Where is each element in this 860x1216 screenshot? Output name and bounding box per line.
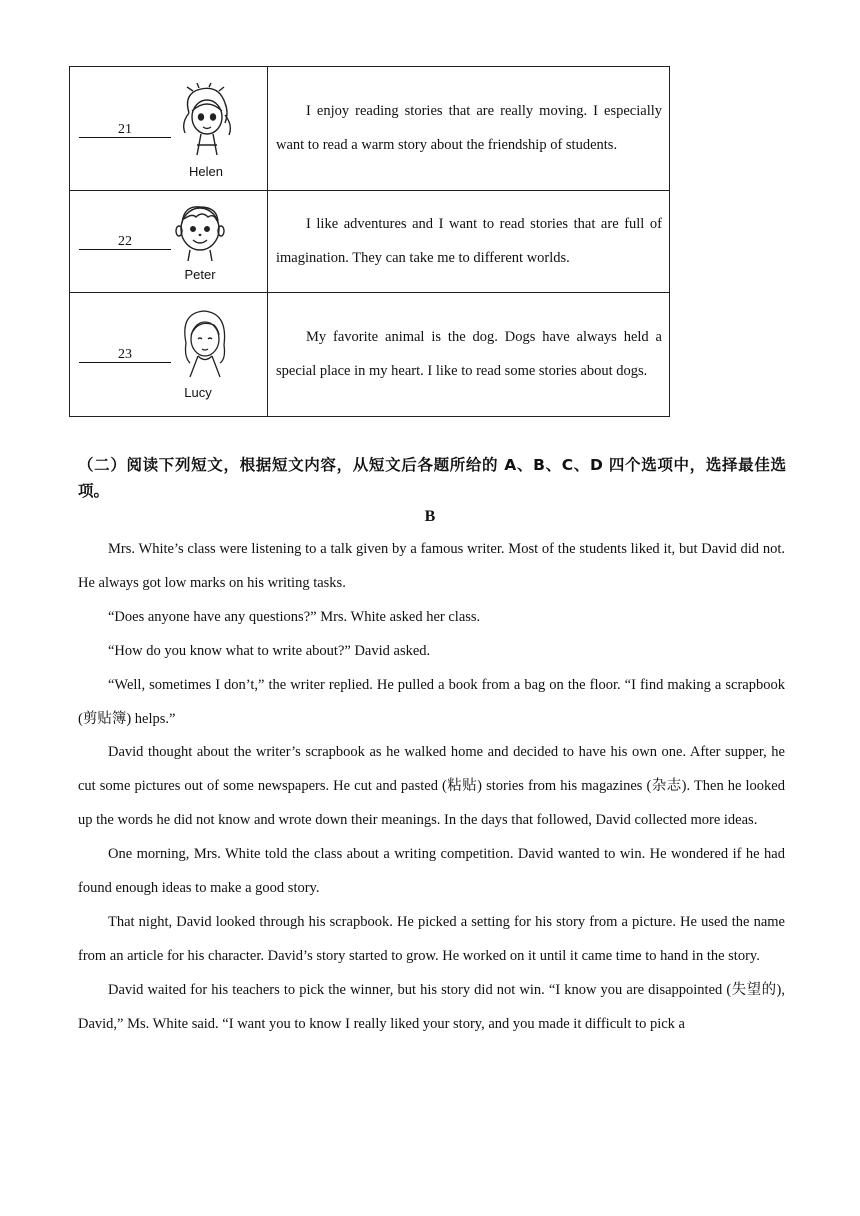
reader-table (69, 66, 670, 417)
answer-blank-23[interactable]: 23 (79, 348, 171, 363)
table-row (70, 191, 670, 293)
passage-paragraph: “Does anyone have any questions?” Mrs. White asked her class. (108, 608, 481, 625)
answer-cell (70, 191, 268, 293)
helen-description: I enjoy reading stories that are really moving. I especially want to read a warm story about the friendship of students. (276, 103, 662, 153)
answer-blank-21[interactable]: 21 (79, 123, 171, 138)
passage-paragraph: “Well, sometimes I don’t,” the writer replied. He pulled a book from a bag on the floor. “I find making a scrapbook (剪贴簿) helps.” (78, 676, 785, 727)
answer-cell (70, 293, 268, 417)
passage-paragraph: “How do you know what to write about?” David asked. (108, 642, 431, 659)
description-cell (268, 191, 670, 293)
passage-paragraph: That night, David looked through his scrapbook. He picked a setting for his story from a picture. He used the name from an article for his character. David’s story started to grow. He worked on it until it came time to hand in the story. (78, 913, 785, 964)
passage-title: B (424, 508, 436, 525)
answer-cell (70, 67, 268, 191)
passage-paragraph: One morning, Mrs. White told the class about a writing competition. David wanted to win. He wondered if he had found enough ideas to make a good story. (78, 846, 785, 897)
helen-avatar-icon (175, 83, 237, 159)
lucy-description: My favorite animal is the dog. Dogs have always held a special place in my heart. I like to read some stories about dogs. (276, 329, 662, 379)
table-row (70, 67, 670, 191)
passage-paragraph: David thought about the writer’s scrapbook as he walked home and decided to have his own one. After supper, he cut some pictures out of some newspapers. He cut and pasted (粘贴) stories from his magazines (杂志). Then he looked up the words he did not know and wrote down their meanings. In the days that followed, David collected more ideas. (78, 744, 785, 829)
passage-paragraph: David waited for his teachers to pick the winner, but his story did not win. “I know you are disappointed (失望的), David,” Ms. White said. “I want you to know I really liked your story, and you made it difficult to pick a (78, 981, 785, 1032)
avatar-name-lucy: Lucy (184, 385, 212, 400)
avatar-name-helen: Helen (189, 164, 223, 179)
peter-avatar-icon (170, 201, 230, 263)
lucy-avatar-icon (174, 305, 234, 379)
passage-paragraph: Mrs. White’s class were listening to a talk given by a famous writer. Most of the students liked it, but David did not. He always got low marks on his writing tasks. (78, 541, 785, 591)
answer-blank-22[interactable]: 22 (79, 235, 171, 250)
description-cell (268, 293, 670, 417)
description-cell (268, 67, 670, 191)
avatar-name-peter: Peter (184, 267, 216, 282)
passage-body (78, 533, 785, 1042)
peter-description: I like adventures and I want to read stories that are full of imagination. They can take me to different worlds. (276, 216, 662, 266)
table-row (70, 293, 670, 417)
section-heading: （二）阅读下列短文，根据短文内容，从短文后各题所给的 A、B、C、D 四个选项中，选择最佳选项。 (78, 456, 786, 500)
